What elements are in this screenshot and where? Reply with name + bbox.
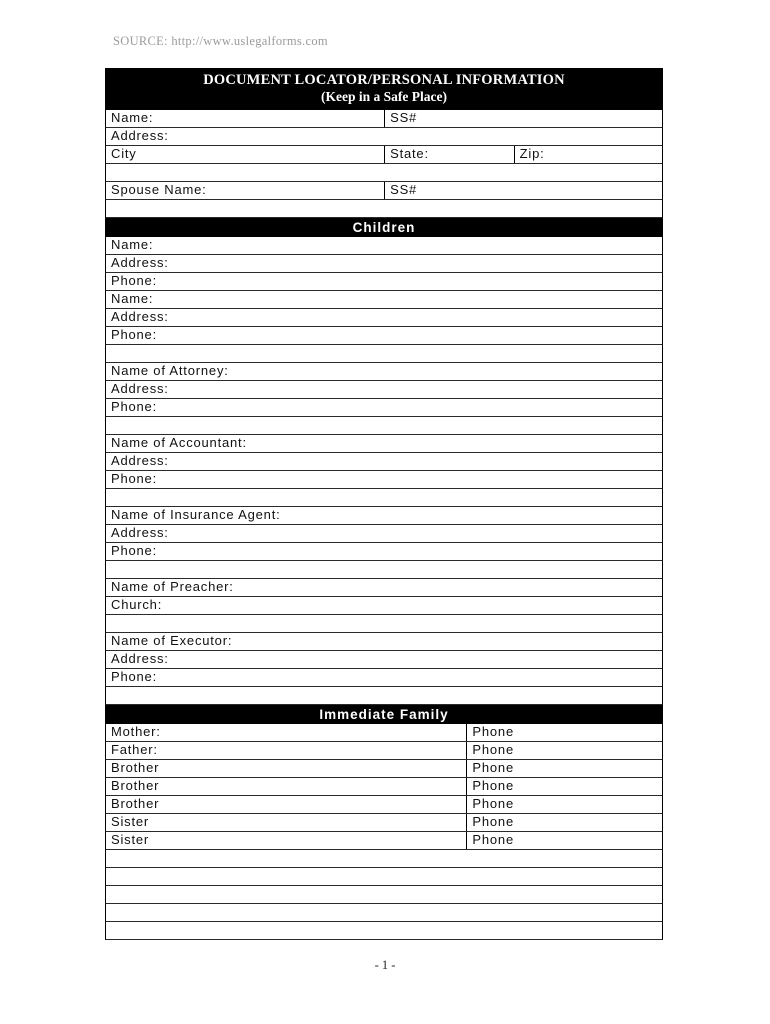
empty-cell bbox=[106, 164, 662, 181]
form-header bbox=[105, 68, 663, 109]
empty-cell bbox=[106, 200, 662, 217]
form-cell-label: SS# bbox=[390, 110, 418, 125]
form-cell-label: State: bbox=[385, 146, 515, 163]
form-cell-label: Phone bbox=[472, 796, 514, 811]
empty-row bbox=[105, 417, 663, 435]
form-row bbox=[105, 128, 663, 146]
form-row bbox=[105, 597, 663, 615]
empty-row bbox=[105, 200, 663, 218]
form-row bbox=[105, 435, 663, 453]
form-subtitle: (Keep in a Safe Place) bbox=[321, 89, 447, 104]
form-row bbox=[105, 291, 663, 309]
form-cell-label: Phone: bbox=[111, 543, 158, 558]
section-bar: Immediate Family bbox=[105, 705, 663, 724]
form-cell-label: Spouse Name: bbox=[106, 182, 385, 199]
empty-row bbox=[105, 868, 663, 886]
form-cell-label: Phone bbox=[472, 760, 514, 775]
empty-cell bbox=[106, 489, 662, 506]
form-row bbox=[105, 651, 663, 669]
empty-cell bbox=[106, 417, 662, 434]
form-row bbox=[105, 182, 663, 200]
empty-row bbox=[105, 850, 663, 868]
empty-cell bbox=[106, 886, 662, 903]
form-cell-label: Name: bbox=[106, 110, 385, 127]
empty-cell bbox=[106, 904, 662, 921]
form-cell-label: Brother bbox=[106, 796, 467, 813]
form-cell-label: Zip: bbox=[519, 146, 545, 161]
source-watermark: SOURCE: http://www.uslegalforms.com bbox=[113, 34, 328, 48]
form-cell-label: Name: bbox=[111, 237, 154, 252]
form-row bbox=[105, 507, 663, 525]
empty-cell bbox=[106, 850, 662, 867]
form-cell-label: Name of Attorney: bbox=[111, 363, 229, 378]
form-cell-label: Phone bbox=[472, 724, 514, 739]
form-cell-label: Mother: bbox=[106, 724, 467, 741]
form-row bbox=[105, 273, 663, 291]
form-cell-label: Phone: bbox=[111, 669, 158, 684]
form-row bbox=[105, 309, 663, 327]
form-cell-label: SS# bbox=[390, 182, 418, 197]
form-row bbox=[105, 814, 663, 832]
form-cell-label: Name of Accountant: bbox=[111, 435, 247, 450]
form-cell-label: Name of Executor: bbox=[111, 633, 233, 648]
form-row bbox=[105, 760, 663, 778]
form-cell-label: Address: bbox=[111, 255, 169, 270]
form-cell-label: Phone bbox=[472, 814, 514, 829]
form-row bbox=[105, 237, 663, 255]
empty-row bbox=[105, 687, 663, 705]
empty-row bbox=[105, 561, 663, 579]
form-row bbox=[105, 579, 663, 597]
form-cell-label: Sister bbox=[106, 814, 467, 831]
form-cell-label: Phone bbox=[472, 742, 514, 757]
form-cell-label: Address: bbox=[111, 525, 169, 540]
form-row bbox=[105, 724, 663, 742]
form-cell-label: Address: bbox=[111, 309, 169, 324]
empty-cell bbox=[106, 687, 662, 704]
form-row bbox=[105, 633, 663, 651]
form-cell-label: Phone: bbox=[111, 399, 158, 414]
form-cell-label: Address: bbox=[111, 381, 169, 396]
empty-row bbox=[105, 904, 663, 922]
form-cell-label: Phone bbox=[472, 778, 514, 793]
form-cell-label: City bbox=[106, 146, 385, 163]
empty-cell bbox=[106, 345, 662, 362]
form-cell-label: Phone: bbox=[111, 273, 158, 288]
form-cell-label: Address: bbox=[111, 128, 169, 143]
page-number: - 1 - bbox=[374, 958, 396, 972]
form-cell-label: Church: bbox=[111, 597, 163, 612]
form-cell-label: Brother bbox=[106, 778, 467, 795]
document-form bbox=[105, 68, 663, 940]
empty-row bbox=[105, 164, 663, 182]
form-cell-label: Father: bbox=[106, 742, 467, 759]
empty-row bbox=[105, 922, 663, 940]
form-row bbox=[105, 399, 663, 417]
form-title: DOCUMENT LOCATOR/PERSONAL INFORMATION bbox=[203, 72, 565, 88]
form-row bbox=[105, 453, 663, 471]
empty-cell bbox=[106, 561, 662, 578]
form-row bbox=[105, 146, 663, 164]
empty-row bbox=[105, 886, 663, 904]
form-row bbox=[105, 796, 663, 814]
form-cell-label: Phone bbox=[472, 832, 514, 847]
form-cell-label: Sister bbox=[106, 832, 467, 849]
form-row bbox=[105, 255, 663, 273]
empty-cell bbox=[106, 615, 662, 632]
form-cell-label: Address: bbox=[111, 453, 169, 468]
form-cell-label: Phone: bbox=[111, 327, 158, 342]
form-cell-label: Name of Insurance Agent: bbox=[111, 507, 281, 522]
form-row bbox=[105, 669, 663, 687]
form-cell-label: Brother bbox=[106, 760, 467, 777]
form-row bbox=[105, 110, 663, 128]
form-cell-label: Address: bbox=[111, 651, 169, 666]
empty-cell bbox=[106, 868, 662, 885]
empty-row bbox=[105, 489, 663, 507]
form-cell-label: Phone: bbox=[111, 471, 158, 486]
form-row bbox=[105, 327, 663, 345]
form-row bbox=[105, 778, 663, 796]
form-row bbox=[105, 471, 663, 489]
form-row bbox=[105, 525, 663, 543]
form-row bbox=[105, 832, 663, 850]
section-bar: Children bbox=[105, 218, 663, 237]
form-row bbox=[105, 381, 663, 399]
form-cell-label: Name of Preacher: bbox=[111, 579, 234, 594]
form-cell-label: Name: bbox=[111, 291, 154, 306]
form-row bbox=[105, 543, 663, 561]
empty-row bbox=[105, 345, 663, 363]
form-row bbox=[105, 742, 663, 760]
empty-cell bbox=[106, 922, 662, 939]
empty-row bbox=[105, 615, 663, 633]
form-rows bbox=[105, 109, 663, 940]
form-row bbox=[105, 363, 663, 381]
